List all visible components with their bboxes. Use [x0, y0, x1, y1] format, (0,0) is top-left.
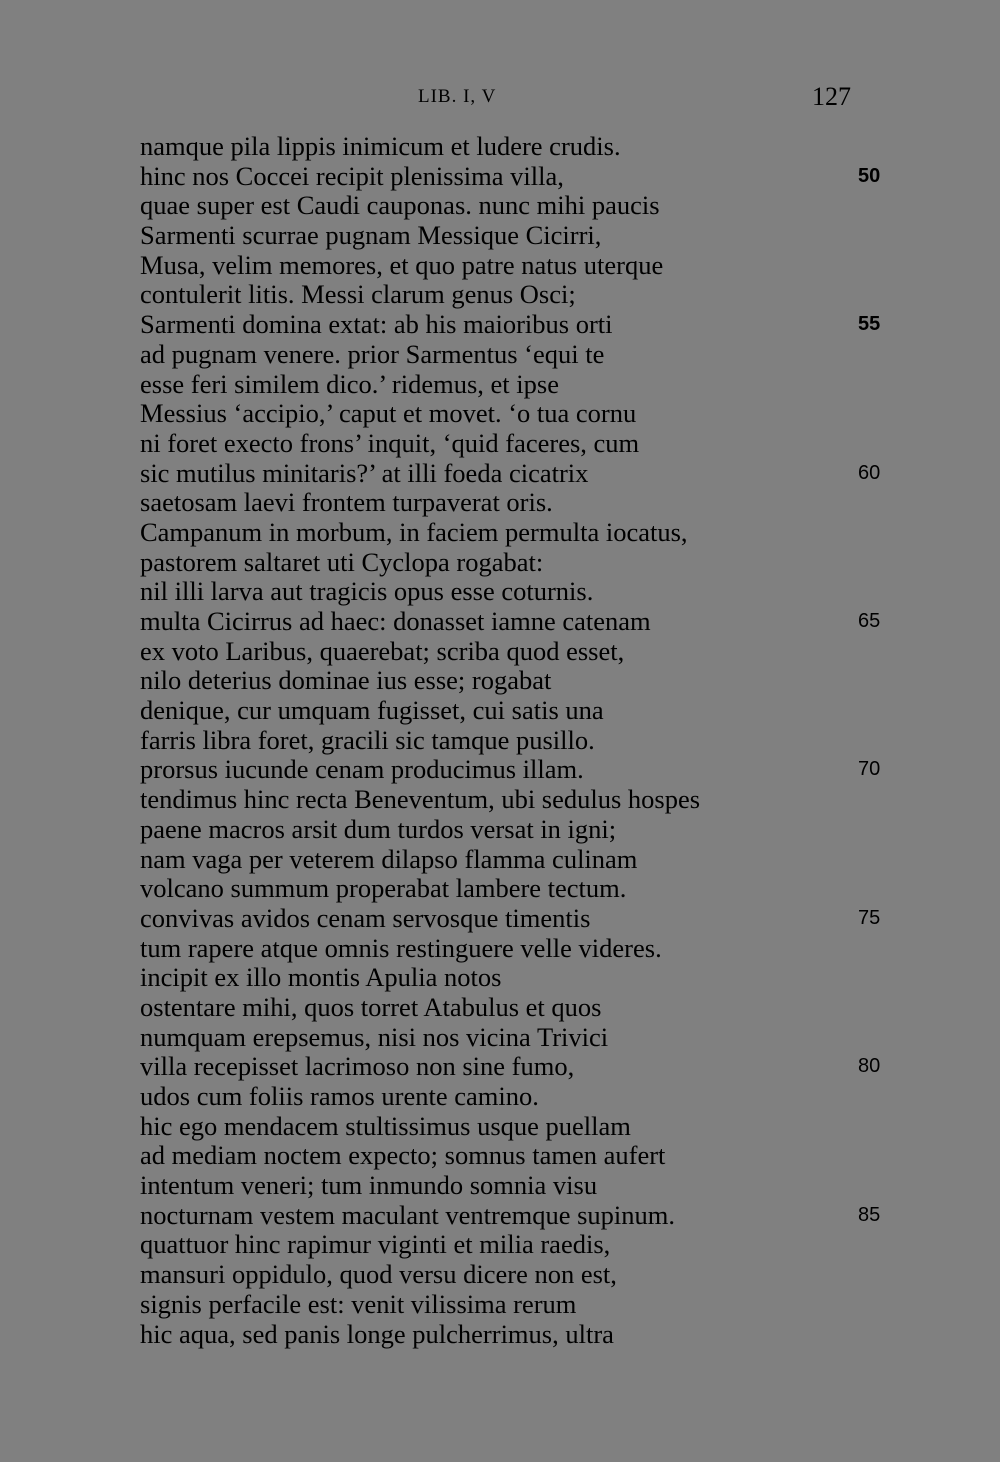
verse-text: Messius ‘accipio,’ caput et movet. ‘o tua cornu	[140, 398, 637, 429]
verse-line	[140, 726, 900, 756]
page-number: 127	[812, 82, 851, 111]
verse-line	[140, 696, 900, 726]
verse-line	[140, 904, 900, 934]
verse-text: signis perfacile est: venit vilissima rerum	[140, 1288, 577, 1319]
verse-text: esse feri similem dico.’ ridemus, et ipse	[140, 368, 559, 399]
poem-text	[140, 132, 900, 1349]
verse-text: pastorem saltaret uti Cyclopa rogabat:	[140, 546, 544, 577]
verse-text: volcano summum properabat lambere tectum.	[140, 873, 627, 904]
verse-line	[140, 1141, 900, 1171]
verse-text: convivas avidos cenam servosque timentis	[140, 902, 591, 933]
verse-line	[140, 815, 900, 845]
verse-line	[140, 221, 900, 251]
verse-text: Sarmenti domina extat: ab his maioribus orti	[140, 309, 613, 340]
line-number: 50	[858, 164, 881, 187]
verse-text: ex voto Laribus, quaerebat; scriba quod esset,	[140, 635, 625, 666]
page-header	[0, 82, 1000, 112]
verse-text: Campanum in morbum, in faciem permulta iocatus,	[140, 516, 688, 547]
verse-line	[140, 577, 900, 607]
verse-line	[140, 963, 900, 993]
verse-line	[140, 459, 900, 489]
verse-line	[140, 1052, 900, 1082]
verse-text: Sarmenti scurrae pugnam Messique Cicirri,	[140, 220, 602, 251]
verse-line	[140, 310, 900, 340]
verse-text: namque pila lippis inimicum et ludere crudis.	[140, 131, 621, 161]
verse-line	[140, 399, 900, 429]
verse-text: hic aqua, sed panis longe pulcherrimus, ultra	[140, 1318, 614, 1349]
verse-text: intentum veneri; tum inmundo somnia visu	[140, 1170, 598, 1201]
verse-text: nocturnam vestem maculant ventremque supinum.	[140, 1199, 676, 1230]
verse-line	[140, 666, 900, 696]
verse-text: nil illi larva aut tragicis opus esse coturnis.	[140, 576, 594, 607]
verse-line	[140, 1171, 900, 1201]
line-number: 65	[858, 610, 881, 632]
verse-line	[140, 1201, 900, 1231]
verse-text: prorsus iucunde cenam producimus illam.	[140, 754, 584, 785]
verse-text: nam vaga per veterem dilapso flamma culinam	[140, 843, 638, 874]
verse-line	[140, 845, 900, 875]
verse-text: Musa, velim memores, et quo patre natus uterque	[140, 249, 664, 280]
verse-line	[140, 993, 900, 1023]
verse-line	[140, 607, 900, 637]
line-number: 60	[858, 461, 881, 484]
line-number: 55	[858, 313, 881, 336]
verse-line	[140, 1290, 900, 1320]
verse-text: ad mediam noctem expecto; somnus tamen aufert	[140, 1140, 666, 1171]
line-number: 80	[858, 1055, 881, 1078]
verse-line	[140, 637, 900, 667]
verse-line	[140, 132, 900, 162]
verse-text: multa Cicirrus ad haec: donasset iamne catenam	[140, 606, 651, 636]
verse-line	[140, 1112, 900, 1142]
line-number: 70	[858, 758, 881, 781]
verse-text: paene macros arsit dum turdos versat in igni;	[140, 813, 617, 844]
verse-line	[140, 1023, 900, 1053]
verse-text: numquam erepsemus, nisi nos vicina Trivici	[140, 1021, 609, 1052]
verse-line	[140, 251, 900, 281]
verse-line	[140, 162, 900, 192]
running-head: LIB. I, V	[418, 86, 497, 107]
verse-text: sic mutilus minitaris?’ at illi foeda cicatrix	[140, 457, 589, 488]
verse-text: incipit ex illo montis Apulia notos	[140, 962, 502, 993]
verse-text: farris libra foret, gracili sic tamque pusillo.	[140, 724, 595, 755]
verse-line	[140, 488, 900, 518]
verse-line	[140, 934, 900, 964]
verse-line	[140, 280, 900, 310]
verse-text: quae super est Caudi cauponas. nunc mihi paucis	[140, 190, 660, 221]
verse-text: ad pugnam venere. prior Sarmentus ‘equi te	[140, 338, 605, 369]
verse-line	[140, 429, 900, 459]
verse-line	[140, 755, 900, 785]
verse-text: tendimus hinc recta Beneventum, ubi sedulus hospes	[140, 784, 701, 815]
verse-line	[140, 785, 900, 815]
verse-text: tum rapere atque omnis restinguere velle videres.	[140, 932, 662, 963]
verse-line	[140, 874, 900, 904]
verse-text: nilo deterius dominae ius esse; rogabat	[140, 665, 552, 696]
line-number: 75	[858, 906, 881, 929]
verse-line	[140, 518, 900, 548]
verse-line	[140, 370, 900, 400]
verse-text: hic ego mendacem stultissimus usque puellam	[140, 1110, 631, 1141]
verse-text: denique, cur umquam fugisset, cui satis una	[140, 695, 604, 726]
verse-text: ostentare mihi, quos torret Atabulus et quos	[140, 991, 602, 1022]
verse-text: mansuri oppidulo, quod versu dicere non est,	[140, 1259, 617, 1290]
verse-line	[140, 1320, 900, 1350]
verse-line	[140, 340, 900, 370]
verse-line	[140, 1260, 900, 1290]
verse-text: contulerit litis. Messi clarum genus Osci;	[140, 279, 576, 310]
verse-text: udos cum foliis ramos urente camino.	[140, 1081, 539, 1111]
verse-line	[140, 191, 900, 221]
verse-line	[140, 1082, 900, 1112]
verse-text: ni foret execto frons’ inquit, ‘quid faceres, cum	[140, 427, 640, 458]
verse-line	[140, 548, 900, 578]
verse-text: saetosam laevi frontem turpaverat oris.	[140, 487, 553, 518]
verse-line	[140, 1230, 900, 1260]
verse-text: quattuor hinc rapimur viginti et milia raedis,	[140, 1229, 611, 1260]
verse-text: hinc nos Coccei recipit plenissima villa,	[140, 160, 564, 191]
verse-text: villa recepisset lacrimoso non sine fumo,	[140, 1051, 575, 1082]
line-number: 85	[858, 1203, 881, 1226]
